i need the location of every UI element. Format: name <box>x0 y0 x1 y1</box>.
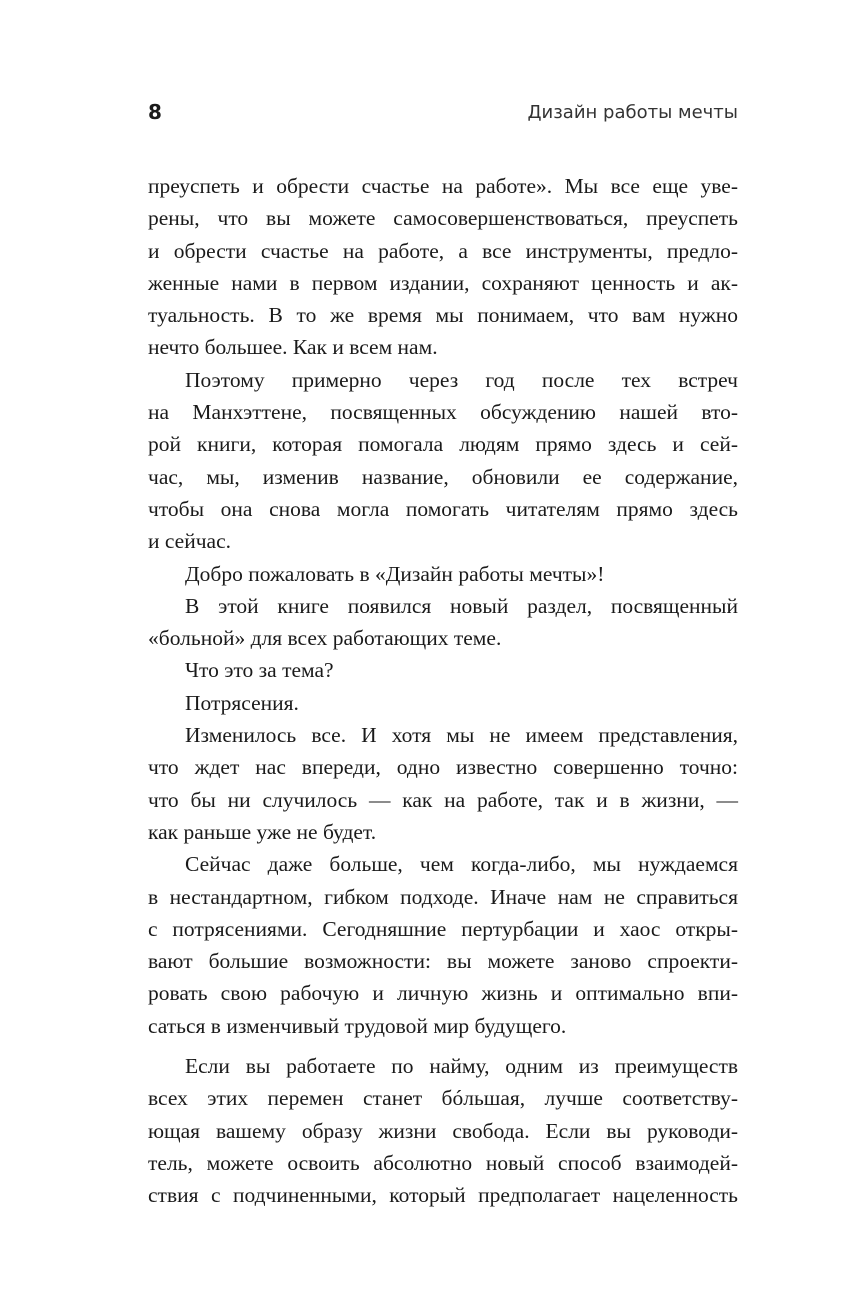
text-line: В этой книге появился новый раздел, посвященный <box>185 593 738 618</box>
page-number: 8 <box>148 100 162 124</box>
paragraph <box>148 170 738 364</box>
text-line: в нестандартном, гибком подходе. Иначе нам не справиться <box>148 884 738 909</box>
text-line: рены, что вы можете самосовершенствоваться, преуспеть <box>148 206 738 231</box>
paragraph <box>148 558 738 590</box>
text-line: Изменилось все. И хотя мы не имеем представления, <box>185 723 738 748</box>
paragraph <box>148 687 738 719</box>
text-line: что бы ни случилось — как на работе, так и в жизни, — <box>148 787 738 812</box>
paragraph <box>148 1050 738 1211</box>
text-line: всех этих перемен станет бóльшая, лучше соответству- <box>148 1086 738 1111</box>
text-line: ровать свою рабочую и личную жизнь и оптимально впи- <box>148 981 738 1006</box>
text-line: как раньше уже не будет. <box>148 819 377 844</box>
text-line: ющая вашему образу жизни свобода. Если вы руководи- <box>148 1118 738 1143</box>
text-line: час, мы, изменив название, обновили ее содержание, <box>148 464 738 489</box>
text-line: рой книги, которая помогала людям прямо здесь и сей- <box>148 432 738 457</box>
text-line: преуспеть и обрести счастье на работе». Мы все еще уве- <box>148 174 738 198</box>
text-line: Поэтому примерно через год после тех встреч <box>185 367 738 392</box>
body-text <box>148 170 738 1212</box>
text-line: нечто большее. Как и всем нам. <box>148 335 438 360</box>
text-line: тель, можете освоить абсолютно новый способ взаимодей- <box>148 1150 738 1175</box>
text-line: Если вы работаете по найму, одним из преимуществ <box>185 1054 738 1079</box>
running-title: Дизайн работы мечты <box>527 102 738 123</box>
text-line: «больной» для всех работающих теме. <box>148 626 502 651</box>
text-line: и сейчас. <box>148 529 232 554</box>
paragraph <box>148 848 738 1042</box>
text-line: что ждет нас впереди, одно известно совершенно точно: <box>148 755 738 780</box>
text-line: женные нами в первом издании, сохраняют ценность и ак- <box>148 270 738 295</box>
text-line: туальность. В то же время мы понимаем, что вам нужно <box>148 303 738 328</box>
running-header <box>148 100 738 130</box>
text-line: Что это за тема? <box>185 658 334 683</box>
text-line: саться в изменчивый трудовой мир будущего. <box>148 1013 567 1038</box>
text-line: на Манхэттене, посвященных обсуждению нашей вто- <box>148 400 738 425</box>
text-line: ствия с подчиненными, который предполагает нацеленность <box>148 1183 738 1208</box>
text-line: Потрясения. <box>185 690 299 715</box>
paragraph <box>148 719 738 848</box>
paragraph <box>148 364 738 558</box>
paragraph <box>148 590 738 655</box>
text-line: и обрести счастье на работе, а все инструменты, предло- <box>148 238 738 263</box>
text-line: вают большие возможности: вы можете заново спроекти- <box>148 949 738 974</box>
text-line: чтобы она снова могла помогать читателям прямо здесь <box>148 496 738 521</box>
text-line: Добро пожаловать в «Дизайн работы мечты»! <box>185 561 605 586</box>
text-line: с потрясениями. Сегодняшние пертурбации и хаос откры- <box>148 916 738 941</box>
text-line: Сейчас даже больше, чем когда-либо, мы нуждаемся <box>185 852 738 877</box>
paragraph <box>148 654 738 686</box>
